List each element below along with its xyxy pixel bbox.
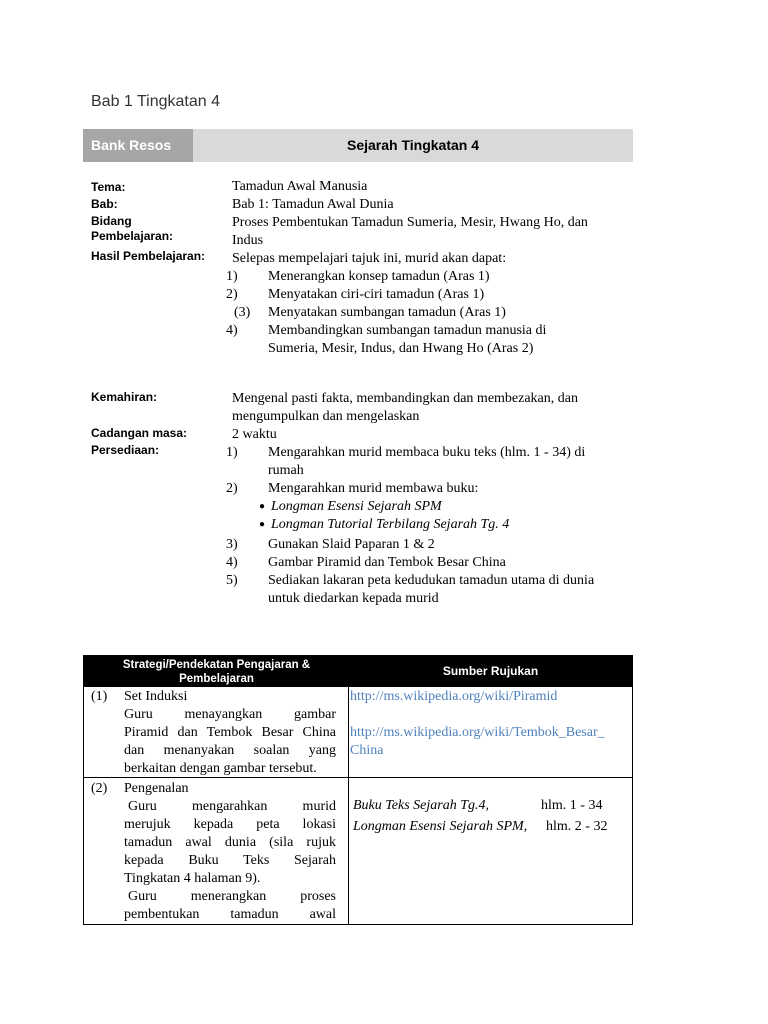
bullet-icon: ● — [259, 501, 266, 512]
header-strategy-line-2: Pembelajaran — [179, 673, 254, 685]
row2-line-6: Guru menerangkan proses — [128, 889, 336, 904]
hasil-num-2: 2) — [226, 287, 238, 302]
link-tembok-besar[interactable]: http://ms.wikipedia.org/wiki/Tembok_Besar_ — [350, 725, 605, 740]
label-cadangan: Cadangan masa: — [91, 426, 188, 440]
hasil-item-2: Menyatakan ciri-ciri tamadun (Aras 1) — [268, 287, 485, 302]
persediaan-num-2: 2) — [226, 481, 238, 496]
ref-longman-esensi-pages: hlm. 2 - 32 — [546, 819, 608, 834]
ref-buku-teks-pages: hlm. 1 - 34 — [541, 798, 603, 813]
row2-num: (2) — [91, 781, 108, 796]
label-bab: Bab: — [91, 197, 118, 211]
value-kemahiran-1: Mengenal pasti fakta, membandingkan dan membezakan, dan — [232, 391, 578, 406]
hasil-item-1: Menerangkan konsep tamadun (Aras 1) — [268, 269, 490, 284]
ref-buku-teks: Buku Teks Sejarah Tg.4, — [353, 798, 489, 813]
row2-line-2: merujuk kepada peta lokasi — [124, 817, 336, 832]
row1-line-4: berkaitan dengan gambar tersebut. — [124, 761, 317, 776]
persediaan-item-3: Gunakan Slaid Paparan 1 & 2 — [268, 537, 435, 552]
persediaan-item-5: Sediakan lakaran peta kedudukan tamadun utama di dunia — [268, 573, 595, 588]
persediaan-item-1: Mengarahkan murid membaca buku teks (hlm. 1 - 34) di — [268, 445, 586, 460]
header-strategy — [84, 656, 349, 689]
hasil-item-4: Membandingkan sumbangan tamadun manusia di — [268, 323, 547, 338]
row2-line-7: pembentukan tamadun awal — [124, 907, 336, 922]
row1-num: (1) — [91, 689, 108, 704]
strategy-table — [83, 655, 633, 925]
label-persediaan: Persediaan: — [91, 443, 160, 457]
hasil-num-1: 1) — [226, 269, 238, 284]
bank-resos-label: Bank Resos — [83, 129, 193, 162]
value-bidang-1: Proses Pembentukan Tamadun Sumeria, Mesir, Hwang Ho, dan — [232, 215, 588, 230]
header-strategy-line-1: Strategi/Pendekatan Pengajaran & — [122, 659, 311, 671]
persediaan-num-4: 4) — [226, 555, 238, 570]
row1-line-3: dan menanyakan soalan yang — [124, 743, 336, 758]
row1-title: Set Induksi — [124, 689, 188, 704]
label-hasil: Hasil Pembelajaran: — [91, 249, 206, 263]
header-banner — [83, 129, 633, 162]
book-2: Longman Tutorial Terbilang Sejarah Tg. 4 — [271, 517, 510, 532]
row1-line-1: Guru menayangkan gambar — [124, 707, 336, 722]
value-tema: Tamadun Awal Manusia — [232, 179, 368, 194]
link-tembok-besar-cont[interactable]: China — [350, 743, 384, 758]
link-piramid[interactable]: http://ms.wikipedia.org/wiki/Piramid — [350, 689, 558, 704]
hasil-num-4: 4) — [226, 323, 238, 338]
persediaan-item-2: Mengarahkan murid membawa buku: — [268, 481, 479, 496]
label-tema: Tema: — [91, 180, 126, 194]
bullet-icon: ● — [259, 519, 266, 530]
value-cadangan: 2 waktu — [232, 427, 277, 442]
hasil-item-3: Menyatakan sumbangan tamadun (Aras 1) — [268, 305, 506, 320]
value-bidang-2: Indus — [232, 233, 264, 248]
table-header — [84, 656, 632, 687]
column-divider — [348, 687, 349, 925]
label-kemahiran: Kemahiran: — [91, 390, 158, 404]
persediaan-num-1: 1) — [226, 445, 238, 460]
row2-line-5: Tingkatan 4 halaman 9). — [124, 871, 261, 886]
hasil-item-4-cont: Sumeria, Mesir, Indus, dan Hwang Ho (Aras 2) — [268, 341, 534, 356]
label-bidang-2: Pembelajaran: — [91, 229, 174, 243]
label-bidang-1: Bidang — [91, 214, 132, 228]
book-1: Longman Esensi Sejarah SPM — [271, 499, 442, 514]
persediaan-item-4: Gambar Piramid dan Tembok Besar China — [268, 555, 506, 570]
persediaan-num-5: 5) — [226, 573, 238, 588]
value-bab: Bab 1: Tamadun Awal Dunia — [232, 197, 394, 212]
value-hasil-intro: Selepas mempelajari tajuk ini, murid akan dapat: — [232, 251, 507, 266]
persediaan-item-1-cont: rumah — [268, 463, 304, 478]
ref-longman-esensi: Longman Esensi Sejarah SPM, — [353, 819, 528, 834]
value-kemahiran-2: mengumpulkan dan mengelaskan — [232, 409, 420, 424]
persediaan-num-3: 3) — [226, 537, 238, 552]
row2-line-3: tamadun awal dunia (sila rujuk — [124, 835, 336, 850]
subject-title: Sejarah Tingkatan 4 — [346, 137, 479, 153]
row2-title: Pengenalan — [124, 781, 189, 796]
row1-line-2: Piramid dan Tembok Besar China — [124, 725, 336, 740]
row2-line-4: kepada Buku Teks Sejarah — [124, 853, 336, 868]
hasil-num-3: (3) — [234, 305, 251, 320]
row2-line-1: Guru mengarahkan murid — [128, 799, 336, 814]
document-title: Bab 1 Tingkatan 4 — [91, 93, 220, 110]
persediaan-item-5-cont: untuk diedarkan kepada murid — [268, 591, 439, 606]
header-sumber: Sumber Rujukan — [442, 664, 539, 678]
